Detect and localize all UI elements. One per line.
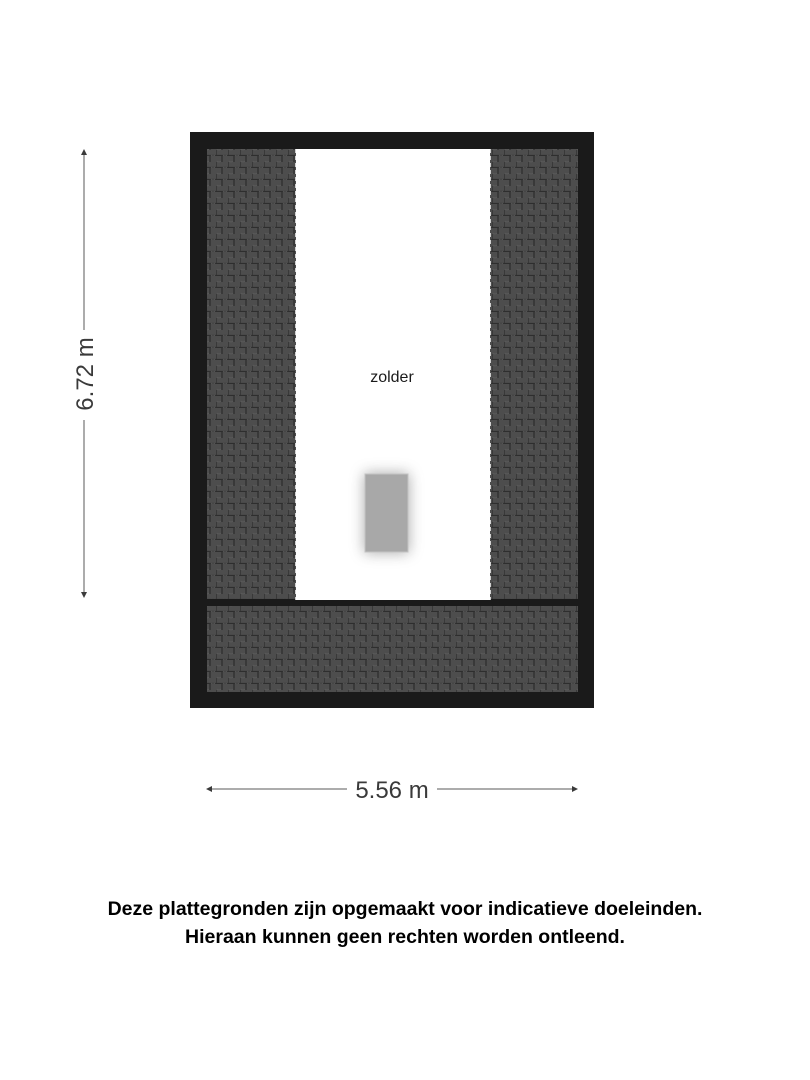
roof-slope-left <box>207 149 297 600</box>
roof-slope-bottom <box>207 606 578 692</box>
roof-hatch <box>365 474 408 552</box>
dimension-label-vertical: 6.72 m <box>72 337 99 411</box>
disclaimer-line-1: Deze plattegronden zijn opgemaakt voor indicatieve doeleinden. <box>107 898 703 920</box>
room-label: zolder <box>370 369 414 386</box>
inner-wall <box>207 599 578 606</box>
roof-slope-right <box>489 149 578 600</box>
disclaimer-line-2: Hieraan kunnen geen rechten worden ontleend. <box>185 926 625 948</box>
dimension-label-horizontal: 5.56 m <box>355 777 429 804</box>
